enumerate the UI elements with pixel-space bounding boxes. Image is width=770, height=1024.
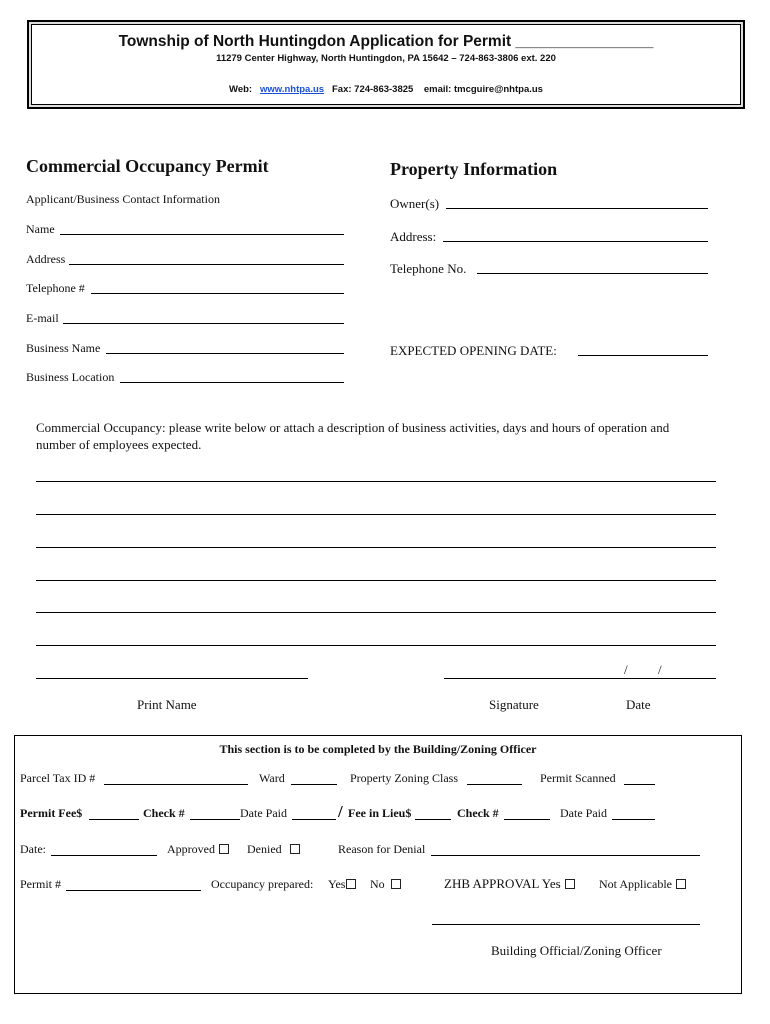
property-address-label: Address:: [390, 229, 437, 244]
permit-fee-field[interactable]: [89, 819, 139, 820]
date-slash: /: [658, 662, 662, 677]
email-label: E-mail: [26, 311, 59, 325]
address-field[interactable]: [69, 264, 344, 265]
description-line[interactable]: [36, 645, 716, 646]
print-name-field[interactable]: [36, 678, 308, 679]
permit-number-field[interactable]: [66, 890, 201, 891]
description-line[interactable]: [36, 612, 716, 613]
approved-checkbox[interactable]: [219, 844, 229, 854]
description-line[interactable]: [36, 481, 716, 482]
property-zoning-class-label: Property Zoning Class: [350, 771, 458, 785]
check-number-label: Check #: [143, 806, 185, 820]
occupancy-no-label: No: [370, 877, 385, 891]
telephone-label: Telephone #: [26, 281, 85, 295]
telephone-field[interactable]: [91, 293, 344, 294]
fee-in-lieu-field[interactable]: [415, 819, 451, 820]
office-date-field[interactable]: [51, 855, 157, 856]
permit-scanned-label: Permit Scanned: [540, 771, 616, 785]
parcel-tax-id-label: Parcel Tax ID #: [20, 771, 96, 785]
signature-date-field[interactable]: [444, 678, 716, 679]
print-name-label: Print Name: [137, 697, 197, 712]
business-name-field[interactable]: [106, 353, 344, 354]
occupancy-yes-label: Yes: [328, 877, 346, 891]
opening-date-field[interactable]: [578, 355, 708, 356]
owner-label: Owner(s): [390, 196, 440, 211]
denied-option: [247, 842, 300, 857]
fee-separator-slash: /: [338, 802, 343, 821]
applicant-contact-subheading: Applicant/Business Contact Information: [26, 192, 220, 206]
office-use-heading: This section is to be completed by the Building/Zoning Officer: [219, 742, 537, 756]
fee-in-lieu-label: Fee in Lieu$: [348, 806, 412, 820]
township-address: 11279 Center Highway, North Huntingdon, PA 15642 – 724-863-3806 ext. 220: [216, 53, 556, 64]
date-paid-field[interactable]: [292, 819, 336, 820]
description-line[interactable]: [36, 547, 716, 548]
email-address: email: tmcguire@nhtpa.us: [423, 84, 543, 95]
not-applicable-option: [599, 877, 686, 892]
date-paid-2-field[interactable]: [612, 819, 655, 820]
occupancy-yes-checkbox[interactable]: [346, 879, 356, 889]
property-telephone-field[interactable]: [477, 273, 708, 274]
property-address-field[interactable]: [443, 241, 708, 242]
name-label: Name: [26, 222, 55, 236]
name-field[interactable]: [60, 234, 344, 235]
description-prompt: [36, 419, 736, 453]
property-information-heading: Property Information: [390, 159, 558, 179]
property-telephone-label: Telephone No.: [390, 261, 467, 276]
denied-checkbox[interactable]: [290, 844, 300, 854]
ward-label: Ward: [259, 771, 285, 785]
zhb-approval-label: ZHB APPROVAL Yes: [444, 876, 561, 891]
permit-fee-label: Permit Fee$: [20, 806, 83, 820]
zhb-approval-option: [444, 876, 575, 892]
date-label: Date: [626, 697, 651, 712]
reason-for-denial-label: Reason for Denial: [338, 842, 426, 856]
fax-number: Fax: 724-863-3825: [331, 84, 414, 95]
denied-label: Denied: [247, 842, 282, 856]
description-line[interactable]: [36, 514, 716, 515]
occupancy-no-checkbox[interactable]: [391, 879, 401, 889]
business-location-label: Business Location: [26, 370, 115, 384]
date-paid-2-label: Date Paid: [560, 806, 607, 820]
web-label: Web:: [229, 84, 253, 95]
date-slash: /: [624, 662, 628, 677]
occupancy-yes-option: [328, 877, 356, 892]
contact-line: [31, 84, 741, 95]
email-field[interactable]: [63, 323, 344, 324]
check-number-2-label: Check #: [457, 806, 499, 820]
permit-scanned-field[interactable]: [624, 784, 655, 785]
check-number-field[interactable]: [190, 819, 240, 820]
ward-field[interactable]: [291, 784, 337, 785]
opening-date-label: EXPECTED OPENING DATE:: [390, 343, 557, 358]
not-applicable-label: Not Applicable: [599, 877, 672, 891]
business-name-label: Business Name: [26, 341, 101, 355]
permit-number-label: Permit #: [20, 877, 61, 891]
date-paid-label: Date Paid: [240, 806, 287, 820]
official-signature-field[interactable]: [432, 924, 700, 925]
address-label: Address: [26, 252, 66, 266]
form-title: Township of North Huntingdon Application for Permit ________________: [118, 33, 654, 50]
zhb-yes-checkbox[interactable]: [565, 879, 575, 889]
commercial-occupancy-heading: Commercial Occupancy Permit: [26, 156, 269, 176]
description-line[interactable]: [36, 580, 716, 581]
property-zoning-class-field[interactable]: [467, 784, 522, 785]
approved-option: [167, 842, 229, 857]
owner-field[interactable]: [446, 208, 708, 209]
official-signature-label: Building Official/Zoning Officer: [491, 943, 662, 958]
description-prompt-line1: Commercial Occupancy: please write below or attach a description of business activities, days and hours of operation and: [36, 420, 670, 435]
approved-label: Approved: [167, 842, 215, 856]
check-number-2-field[interactable]: [504, 819, 550, 820]
reason-for-denial-field[interactable]: [431, 855, 700, 856]
website-link[interactable]: www.nhtpa.us: [260, 84, 325, 95]
description-prompt-line2: number of employees expected.: [36, 437, 202, 452]
office-date-label: Date:: [20, 842, 46, 856]
signature-label: Signature: [489, 697, 539, 712]
occupancy-prepared-label: Occupancy prepared:: [211, 877, 314, 891]
parcel-tax-id-field[interactable]: [104, 784, 248, 785]
occupancy-no-option: [370, 877, 401, 892]
not-applicable-checkbox[interactable]: [676, 879, 686, 889]
business-location-field[interactable]: [120, 382, 344, 383]
